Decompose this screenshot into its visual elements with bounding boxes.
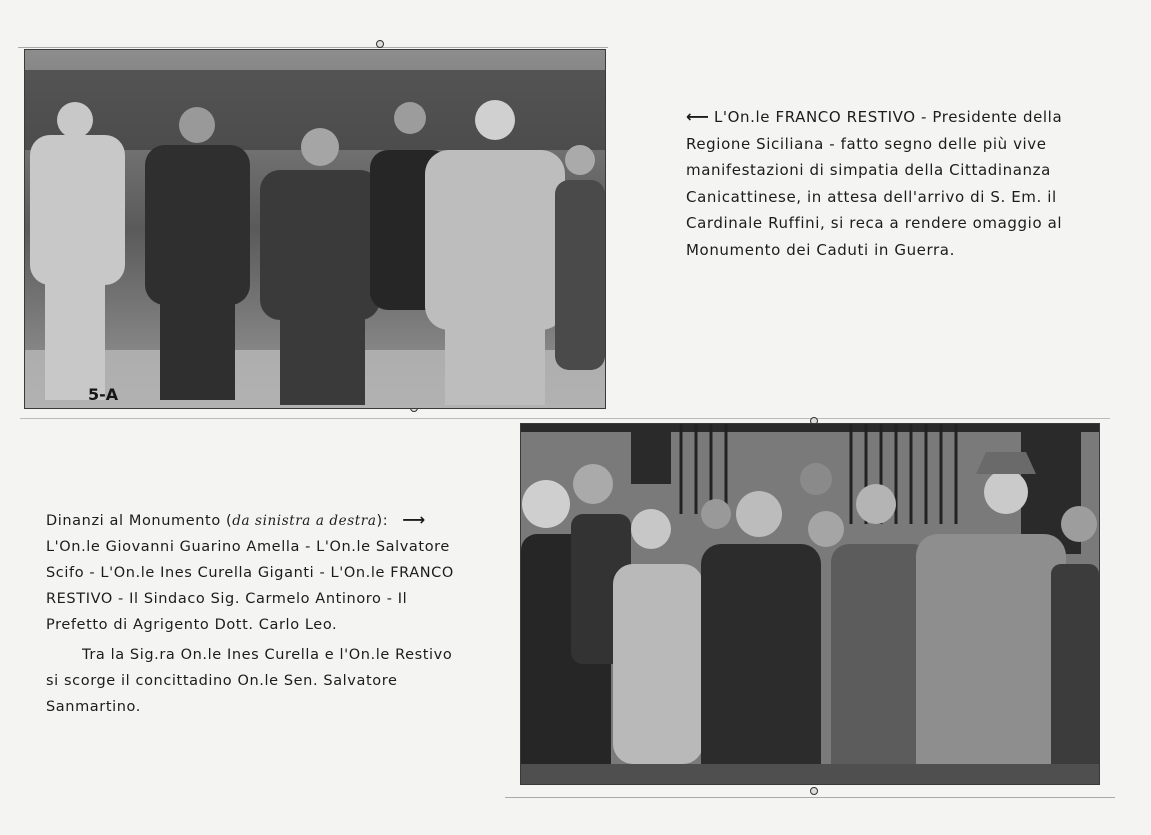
caption-group-lead-end: ): [376, 513, 389, 529]
procession-photo-image [25, 50, 605, 408]
caption-group-lead: Dinanzi al Monumento ( [46, 513, 233, 529]
page-rule-top [18, 47, 608, 48]
photo-number-label: 5-A [88, 385, 119, 404]
photo-group-monument [521, 424, 1099, 784]
caption-procession-text: L'On.le FRANCO RESTIVO - Presidente della Regione Siciliana - fatto segno delle più vive manifestazioni di simpatia della Cittadinanza Canicattinese, in attesa dell'arrivo di S. Em. il Cardinale Ruffini, si reca a rendere omaggio al Monumento dei Caduti in Guerra. [686, 108, 1063, 259]
arrow-right-icon: ⟶ [402, 510, 423, 529]
caption-group-paragraph [46, 507, 466, 638]
pin-mark [376, 40, 384, 48]
caption-group-names: L'On.le Giovanni Guarino Amella - L'On.le Salvatore Scifo - L'On.le Ines Curella Giganti - L'On.le FRANCO RESTIVO - Il Sindaco Sig. Carmelo Antinoro - Il Prefetto di Agrigento Dott. Carlo Leo. [46, 539, 454, 633]
arrow-left-icon: ⟵ [686, 107, 706, 126]
caption-group-direction: da sinistra a destra [232, 513, 377, 529]
group-photo-image [521, 424, 1099, 784]
caption-group-note: Tra la Sig.ra On.le Ines Curella e l'On.le Restivo si scorge il concittadino On.le Sen. Salvatore Sanmartino. [46, 647, 453, 715]
pin-mark [810, 787, 818, 795]
page-rule-bottom [505, 797, 1115, 798]
caption-group [46, 507, 466, 720]
page-rule-middle [20, 418, 1110, 419]
photo-procession [25, 50, 605, 408]
caption-procession [686, 104, 1106, 263]
